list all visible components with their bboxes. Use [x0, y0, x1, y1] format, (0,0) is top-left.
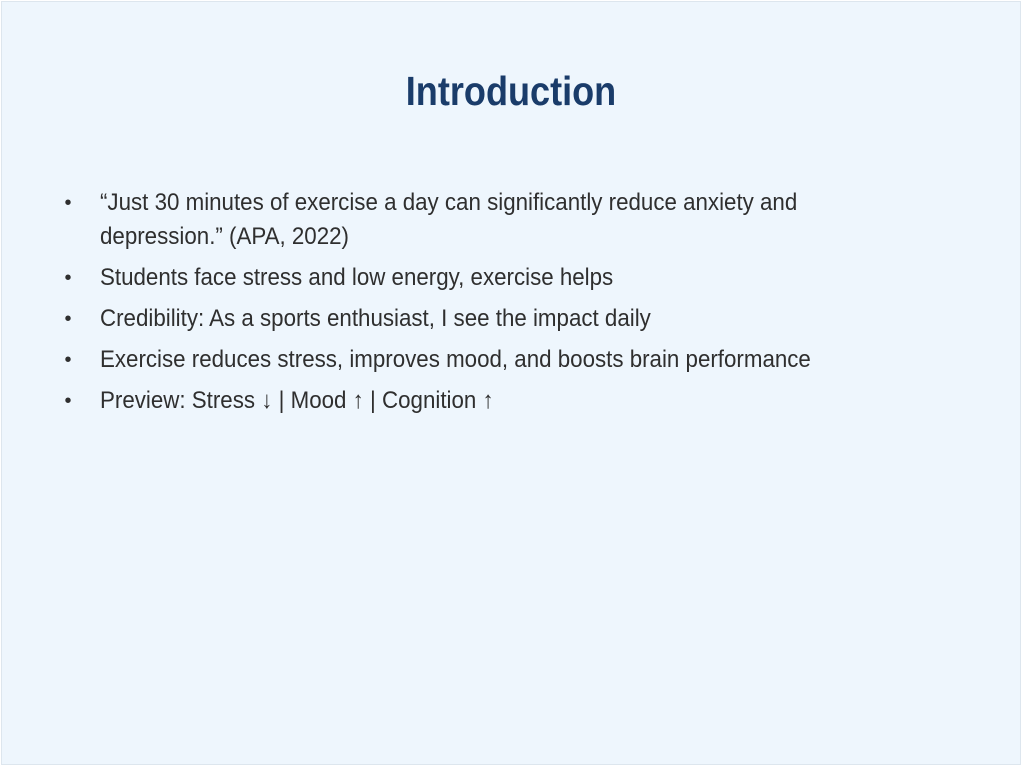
bullet-text: Students face stress and low energy, exercise helps	[100, 264, 614, 291]
bullet-item	[58, 261, 958, 295]
bullet-list	[58, 186, 958, 425]
slide-title: Introduction	[405, 68, 617, 114]
bullet-dot-icon: •	[64, 308, 72, 330]
bullet-dot-icon: •	[64, 390, 72, 412]
slide	[1, 1, 1021, 765]
bullet-text: Credibility: As a sports enthusiast, I see the impact daily	[100, 305, 651, 332]
bullet-item	[58, 302, 958, 336]
bullet-text: “Just 30 minutes of exercise a day can significantly reduce anxiety and depression.” (APA, 2022)	[100, 189, 798, 250]
bullet-text: Preview: Stress ↓ | Mood ↑ | Cognition ↑	[100, 387, 494, 414]
bullet-item	[58, 186, 958, 254]
bullet-dot-icon: •	[64, 192, 72, 214]
bullet-dot-icon: •	[64, 267, 72, 289]
bullet-item	[58, 343, 958, 377]
bullet-dot-icon: •	[64, 349, 72, 371]
bullet-item	[58, 384, 958, 418]
bullet-text: Exercise reduces stress, improves mood, and boosts brain performance	[100, 346, 811, 373]
